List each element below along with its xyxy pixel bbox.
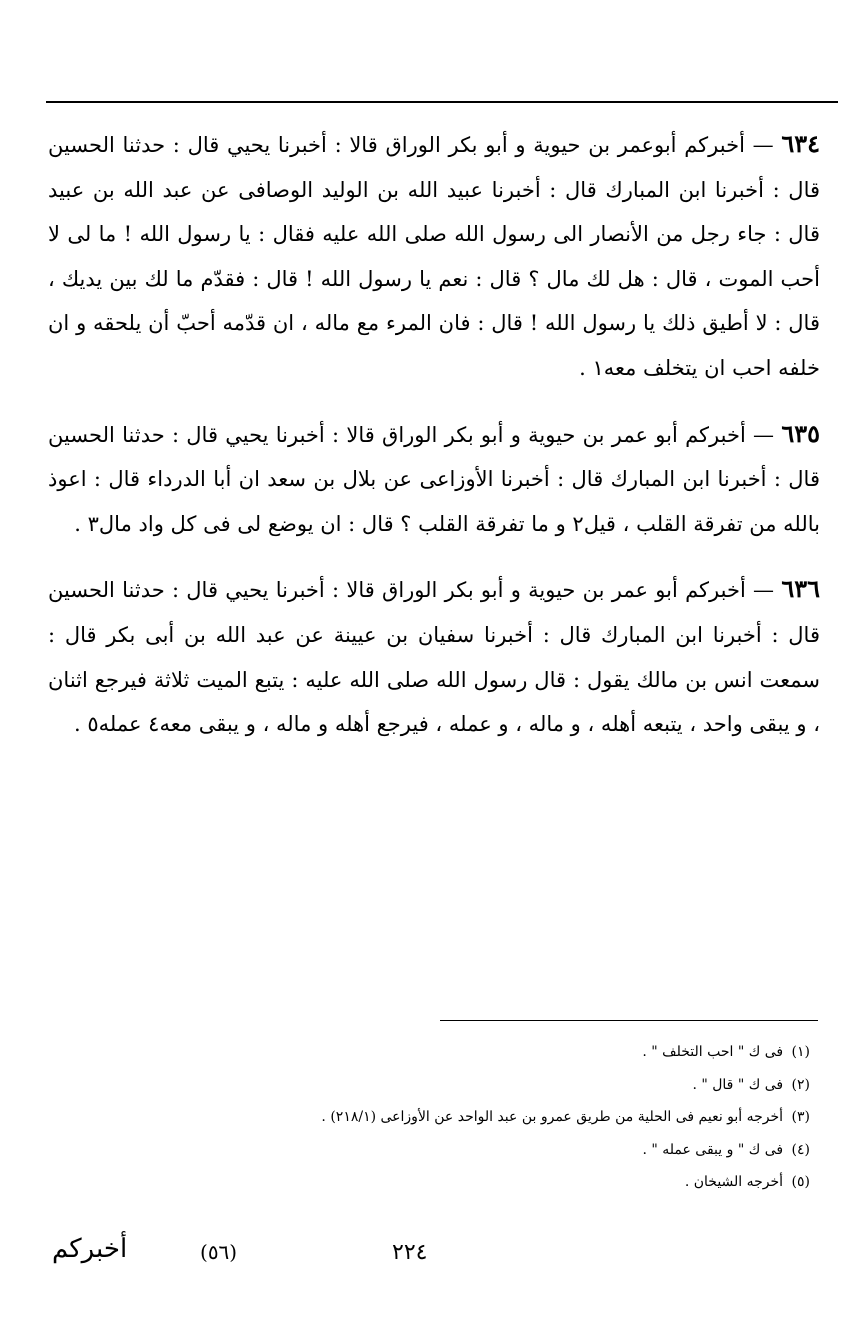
hadith-list <box>48 122 820 768</box>
hadith-number: ٦٣٦ <box>781 574 820 604</box>
footnote-rule <box>440 1020 818 1021</box>
hadith-dash: — <box>744 133 782 157</box>
footnote-1 <box>200 1036 810 1069</box>
footnote-2 <box>200 1069 810 1102</box>
hadith-text: أخبركم أبوعمر بن حيوية و أبو بكر الوراق قالا : أخبرنا يحيي قال : حدثنا الحسين قال : أخبرنا ابن المبارك قال : أخبرنا عبيد الله بن الوليد الوصافى عن عبد الله بن عبيد قال : جاء رجل من الأنصار الى رسول الله صلى الله عليه فقال : يا رسول الله ! ما لى لا أحب الموت ، قال : هل لك مال ؟ قال : نعم يا رسول الله ! قال : فقدّم ما لك بين يديك ، قال : لا أطيق ذلك يا رسول الله ! قال : فان المرء مع ماله ، ان قدّمه أحبّ أن يلحقه و ان خلفه احب ان يتخلف معه١ . <box>48 133 820 380</box>
hadith-number: ٦٣٥ <box>781 418 820 448</box>
footnote-text: فى ك " قال " . <box>692 1076 784 1093</box>
footnote-text: أخرجه أبو نعيم فى الحلية من طريق عمرو بن عبد الواحد عن الأوزاعى (٢١٨/١) . <box>321 1109 784 1125</box>
part-number: (٥٦) <box>200 1240 238 1264</box>
hadith-text: أخبركم أبو عمر بن حيوية و أبو بكر الوراق قالا : أخبرنا يحيي قال : حدثنا الحسين قال : أخبرنا ابن المبارك قال : أخبرنا سفيان بن عيينة عن عبد الله بن أبى بكر قال : سمعت انس بن مالك يقول : قال رسول الله صلى الله عليه : يتبع الميت ثلاثة فيرجع اثنان ، و يبقى واحد ، يتبعه أهله ، و ماله ، و عمله ، فيرجع أهله و ماله ، و يبقى معه٤ عمله٥ . <box>48 578 820 737</box>
hadith-number: ٦٣٤ <box>781 129 820 158</box>
hadith-635 <box>48 412 820 547</box>
footnote-3 <box>200 1101 810 1134</box>
hadith-text: أخبركم أبو عمر بن حيوية و أبو بكر الوراق قالا : أخبرنا يحيي قال : حدثنا الحسين قال : أخبرنا ابن المبارك قال : أخبرنا الأوزاعى عن بلال بن سعد ان أبا الدرداء قال : اعوذ بالله من تفرقة القلب ، قيل٢ و ما تفرقة القلب ؟ قال : ان يوضع لى فى كل واد مال٣ . <box>48 422 820 536</box>
hadith-636 <box>48 567 820 746</box>
footnote-text: فى ك " و يبقى عمله " . <box>642 1141 784 1158</box>
footnote-marker: (٣) <box>791 1109 810 1125</box>
hadith-634 <box>48 122 820 391</box>
footnote-marker: (٤) <box>791 1141 810 1158</box>
footnotes <box>200 1036 810 1199</box>
footnote-text: فى ك " احب التخلف " . <box>642 1044 784 1060</box>
footnote-marker: (٥) <box>791 1174 810 1190</box>
footnote-5 <box>200 1166 810 1199</box>
footnote-marker: (٢) <box>791 1076 810 1093</box>
catchword: أخبركم <box>52 1234 128 1264</box>
hadith-dash: — <box>745 422 782 447</box>
hadith-dash: — <box>745 578 782 603</box>
footnote-4 <box>200 1134 810 1167</box>
page-number: ٢٢٤ <box>392 1240 428 1265</box>
footnote-text: أخرجه الشيخان . <box>684 1174 784 1190</box>
top-rule <box>46 101 838 103</box>
footnote-marker: (١) <box>791 1044 810 1060</box>
